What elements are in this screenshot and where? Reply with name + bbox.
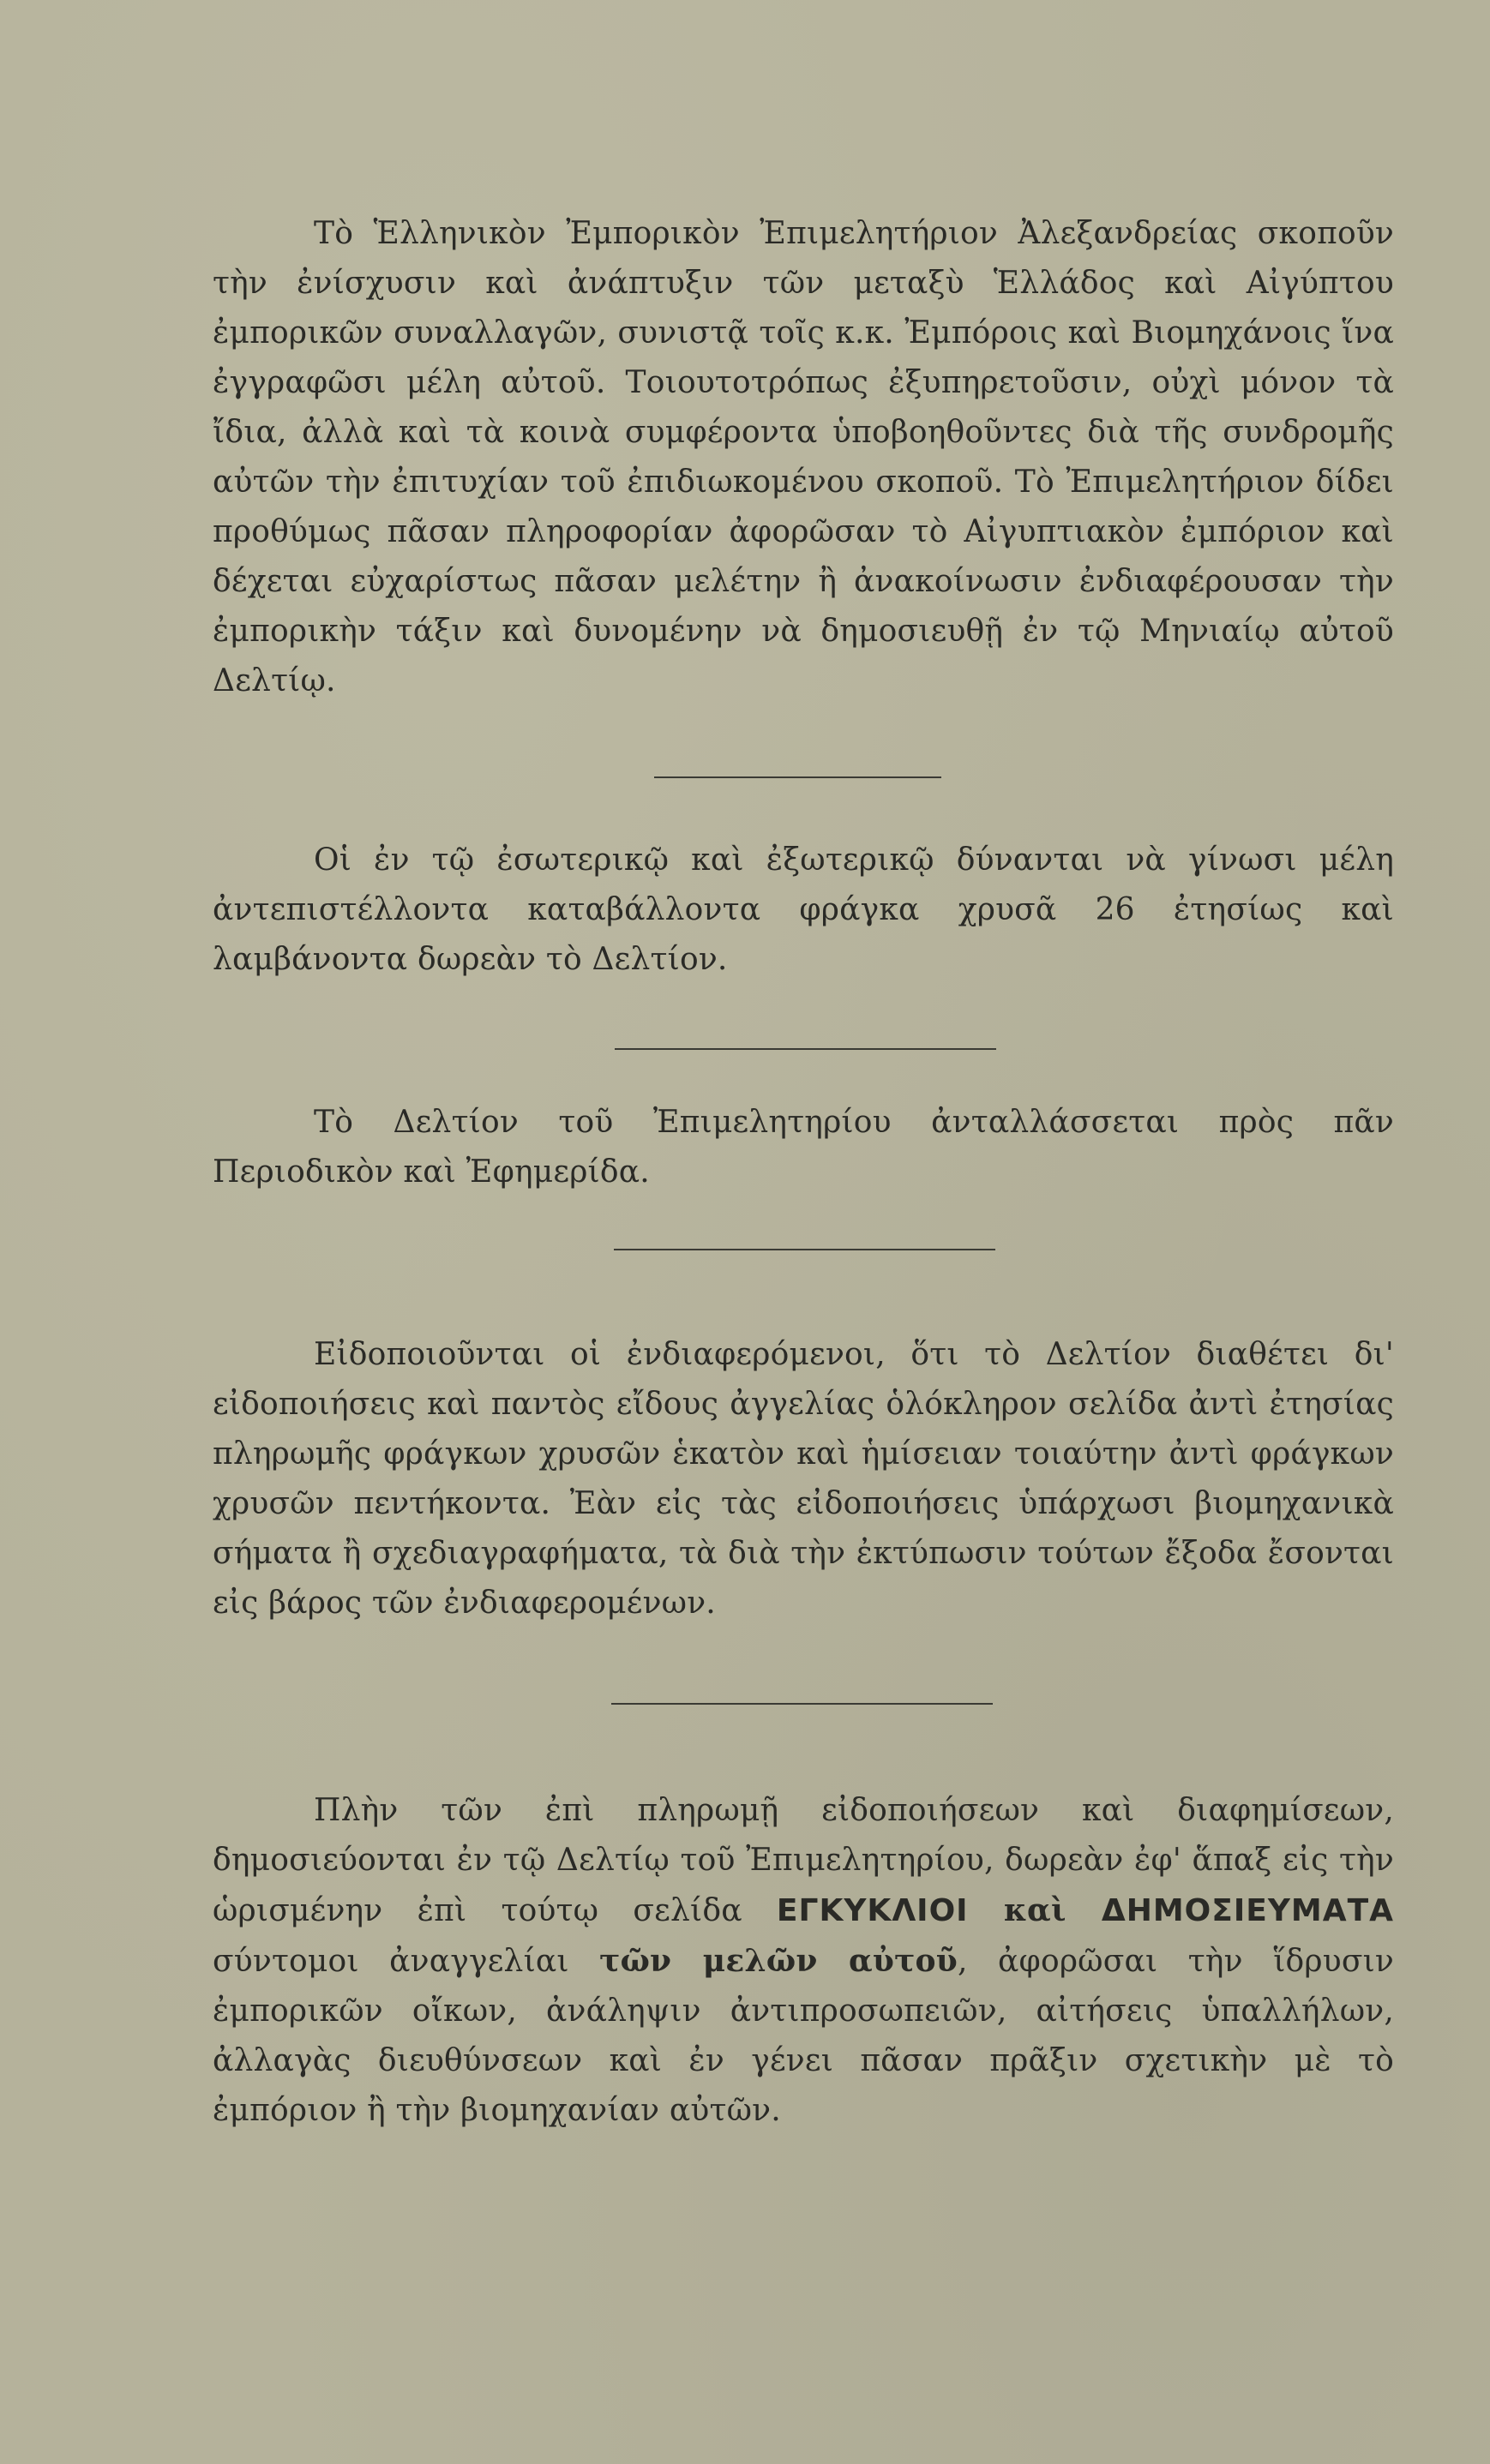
caps-heading-circulars: ΕΓΚΥΚΛΙΟΙ [776, 1893, 969, 1928]
paragraph-subscription [213, 836, 1394, 985]
paragraph-text: Εἰδοποιοῦνται οἱ ἐνδιαφερόμενοι, ὅτι τὸ Δελτίον διαθέτει δι' εἰδοποιήσεις καὶ παντὸς εἴδους ἀγγελίας ὁλόκληρον σελίδα ἀντὶ ἐτησίας πληρωμῆς φράγκων χρυσῶν ἑκατὸν καὶ ἡμίσειαν τοιαύτην ἀντὶ φράγκων χρυσῶν πεντήκοντα. Ἐὰν εἰς τὰς εἰδοποιήσεις ὑπάρχωσι βιομηχανικὰ σήματα ἢ σχεδιαγραφήματα, τὰ διὰ τὴν ἐκτύπωσιν τούτων ἔξοδα ἔσονται εἰς βάρος τῶν ἐνδιαφερομένων. [213, 1337, 1394, 1621]
section-divider [611, 1703, 993, 1705]
section-divider [614, 1249, 995, 1250]
section-divider [615, 1048, 996, 1050]
paragraph-circulars [213, 1786, 1394, 2136]
paragraph-text-after: , ἀφορῶσαι τὴν ἵδρυσιν ἐμπορικῶν οἴκων, ἀνάληψιν ἀντιπροσωπειῶν, αἰτήσεις ὑπαλλήλων, ἀλλαγὰς διευθύνσεων καὶ ἐν γένει πᾶσαν πρᾶξιν σχετικὴν μὲ τὸ ἐμπόριον ἢ τὴν βιομηχανίαν αὐτῶν. [213, 1944, 1395, 2128]
paragraph-membership [213, 209, 1394, 706]
paragraph-text: Τὸ Ἑλληνικὸν Ἐμπορικὸν Ἐπιμελητήριον Ἀλεξανδρείας σκοποῦν τὴν ἐνίσχυσιν καὶ ἀνάπτυξιν τῶν μεταξὺ Ἑλλάδος καὶ Αἰγύπτου ἐμπορικῶν συναλλαγῶν, συνιστᾷ τοῖς κ.κ. Ἐμπόροις καὶ Βιομηχάνοις ἵνα ἐγγραφῶσι μέλη αὐτοῦ. Τοιουτοτρόπως ἐξυπηρετοῦσιν, οὐχὶ μόνον τὰ ἴδια, ἀλλὰ καὶ τὰ κοινὰ συμφέροντα ὑποβοηθοῦντες διὰ τῆς συνδρομῆς αὐτῶν τὴν ἐπιτυχίαν τοῦ ἐπιδιωκομένου σκοποῦ. Τὸ Ἐπιμελητήριον δίδει προθύμως πᾶσαν πληροφορίαν ἀφορῶσαν τὸ Αἰγυπτιακὸν ἐμπόριον καὶ δέχεται εὐχαρίστως πᾶσαν μελέτην ἢ ἀνακοίνωσιν ἐνδιαφέρουσαν τὴν ἐμπορικὴν τάξιν καὶ δυνομένην νὰ δημοσιευθῇ ἐν τῷ Μηνιαίῳ αὐτοῦ Δελτίῳ. [213, 216, 1394, 698]
paragraph-advertising [213, 1330, 1394, 1628]
section-divider [654, 776, 941, 778]
caps-heading-publications: ΔΗΜΟΣΙΕΥΜΑΤΑ [1101, 1893, 1395, 1928]
paragraph-text-before: Πλὴν τῶν ἐπὶ πληρωμῇ εἰδοποιήσεων καὶ διαφημίσεων, δημοσιεύονται ἐν τῷ Δελτίῳ τοῦ Ἐπιμελητηρίου, δωρεὰν ἐφ' ἅπαξ εἰς τὴν ὡρισμένην ἐπὶ τούτῳ σελίδα [213, 1793, 1394, 1928]
bold-phrase-members: τῶν μελῶν αὐτοῦ [599, 1943, 958, 1979]
caps-joiner: καὶ [968, 1892, 1102, 1928]
paragraph-text: Οἱ ἐν τῷ ἐσωτερικῷ καὶ ἐξωτερικῷ δύνανται νὰ γίνωσι μέλη ἀντεπιστέλλοντα καταβάλλοντα φράγκα χρυσᾶ 26 ἐτησίως καὶ λαμβάνοντα δωρεὰν τὸ Δελτίον. [213, 842, 1394, 977]
paragraph-text-middle: σύντομοι ἀναγγελίαι [213, 1944, 600, 1979]
paragraph-text: Τὸ Δελτίον τοῦ Ἐπιμελητηρίου ἀνταλλάσσεται πρὸς πᾶν Περιοδικὸν καὶ Ἐφημερίδα. [213, 1105, 1394, 1190]
paragraph-exchange [213, 1098, 1394, 1197]
